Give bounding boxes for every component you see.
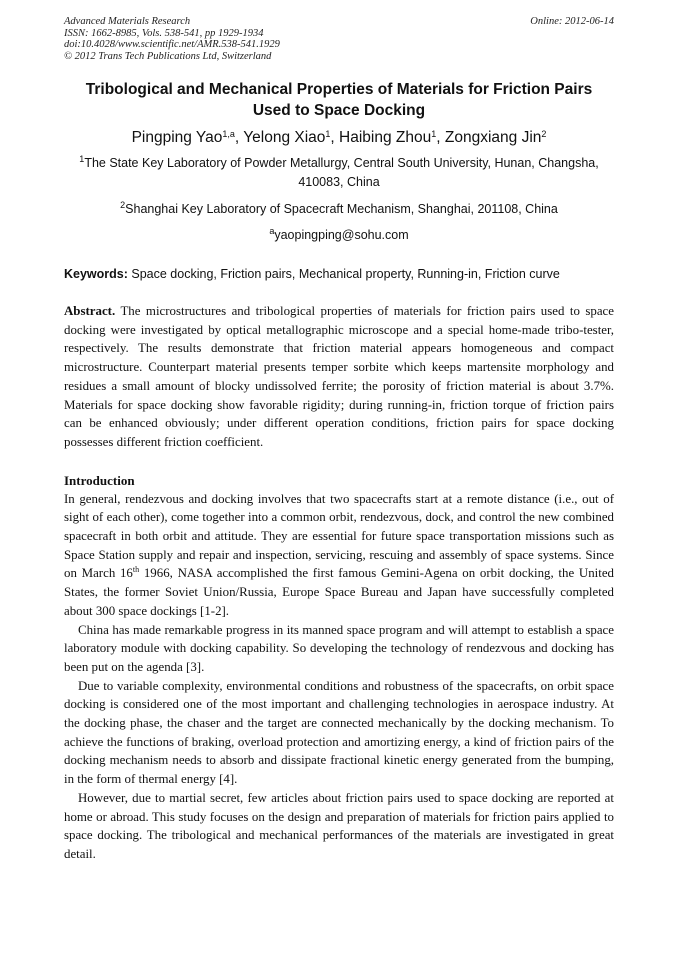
author-name: Haibing Zhou — [339, 129, 432, 146]
title-line-2: Used to Space Docking — [252, 102, 426, 119]
author-list: Pingping Yao$^{1,a}$, Yelong Xiao$^1$, Haibing Zhou$^1$, Zongxiang Jin$^2$ — [131, 129, 547, 146]
keywords-label: Keywords: — [64, 267, 128, 281]
abstract-label: Abstract. — [64, 304, 116, 318]
email-address: yaopingping@sohu.com — [274, 228, 409, 242]
copyright-line: © 2012 Trans Tech Publications Ltd, Switzerland — [64, 50, 272, 62]
issn-line: ISSN: 1662-8985, Vols. 538-541, pp 1929-1934 — [64, 27, 264, 39]
abstract — [64, 302, 614, 452]
online-date: Online: 2012-06-14 — [530, 16, 614, 27]
affiliation-1 — [64, 154, 614, 192]
author-affiliation-mark: 1 — [431, 129, 437, 139]
journal-header — [64, 16, 614, 62]
abstract-text: The microstructures and tribological properties of materials for friction pairs used to space docking were investigated by optical metallographic microscope and a special home-made tribo-tester, respectively. The results demonstrate that friction material appears homogeneous and compact microstructure. Counterpart material presents temper sorbite which keeps martensite morphology and residues a small amount of blocky undissolved ferrite; the porosity of friction material is about 3.7%. Materials for space docking show favorable rigidity; during running-in, friction torque of friction pairs can be enhanced obviously; under different operation conditions, friction pairs for space docking possesses different friction coefficient. — [64, 304, 614, 449]
intro-paragraph-3: Due to variable complexity, environmental conditions and robustness of the spacecrafts, on orbit space docking is considered one of the most important and challenging technologies in aerospace industry. At the docking phase, the chaser and the target are connected mechanically by the docking mechanism. To achieve the functions of braking, overload protection and amortizing energy, a kind of friction pairs of the docking mechanism needs to absorb and dissipate fractional kinetic energy generated from the bumping, in the form of thermal energy [4]. — [64, 678, 614, 787]
email-mark: a — [269, 226, 275, 236]
paper-title — [64, 79, 614, 121]
author-name: Zongxiang Jin — [444, 129, 542, 146]
affiliation-mark: 1 — [79, 154, 85, 164]
affiliation-mark: 2 — [120, 200, 126, 210]
intro-p1-text-cont: 1966, NASA accomplished the first famous Gemini-Agena on orbit docking, the United States, the former Soviet Union/Russia, Europe Space Bureau and Japan have successfully completed about 300 space dockings [1-2]. — [64, 566, 614, 618]
affiliation-text: 410083, China — [298, 175, 380, 189]
affiliation-text: The State Key Laboratory of Powder Metallurgy, Central South University, Hunan, Changsha, — [84, 156, 599, 170]
intro-paragraph-4: However, due to martial secret, few articles about friction pairs used to space docking are reported at home or abroad. This study focuses on the design and preparation of materials for friction pairs applied to space docking. The tribological and mechanical performances of the materials are investigated in great detail. — [64, 790, 614, 861]
intro-p1-text: In general, rendezvous and docking involves that two spacecrafts start at a remote distance (i.e., out of sight of each other), come together into a common orbit, rendezvous, dock, and control the new combined spacecraft in both orbit and attitude. They are essential for future space transportation missions such as Space Station supply and repair and inspection, servicing, rescuing and assembly of space systems. Since on March 16 — [64, 491, 614, 581]
paper-page — [64, 16, 614, 864]
intro-paragraph-1 — [64, 490, 614, 621]
author-affiliation-mark: 2 — [541, 129, 547, 139]
intro-paragraph-2: China has made remarkable progress in its manned space program and will attempt to establish a space laboratory module with docking capability. So developing the technology of rendezvous and docking has been put on the agenda [3]. — [64, 622, 614, 674]
doi-line: doi:10.4028/www.scientific.net/AMR.538-541.1929 — [64, 39, 280, 50]
introduction-body — [64, 490, 614, 864]
corresponding-email — [64, 226, 614, 245]
author-affiliation-mark: 1 — [325, 129, 331, 139]
affiliation-2 — [64, 200, 614, 219]
author-name: Pingping Yao — [131, 129, 223, 146]
author-affiliation-mark: 1,a — [222, 129, 235, 139]
section-heading-introduction: Introduction — [64, 472, 135, 488]
title-line-1: Tribological and Mechanical Properties of Materials for Friction Pairs — [85, 81, 593, 98]
journal-name: Advanced Materials Research — [64, 16, 191, 27]
affiliation-text: Shanghai Key Laboratory of Spacecraft Mechanism, Shanghai, 201108, China — [125, 202, 558, 216]
author-name: Yelong Xiao — [243, 129, 326, 146]
keywords-text: Space docking, Friction pairs, Mechanical property, Running-in, Friction curve — [131, 267, 560, 281]
ordinal-suffix: th — [132, 565, 140, 575]
keywords — [64, 266, 614, 283]
